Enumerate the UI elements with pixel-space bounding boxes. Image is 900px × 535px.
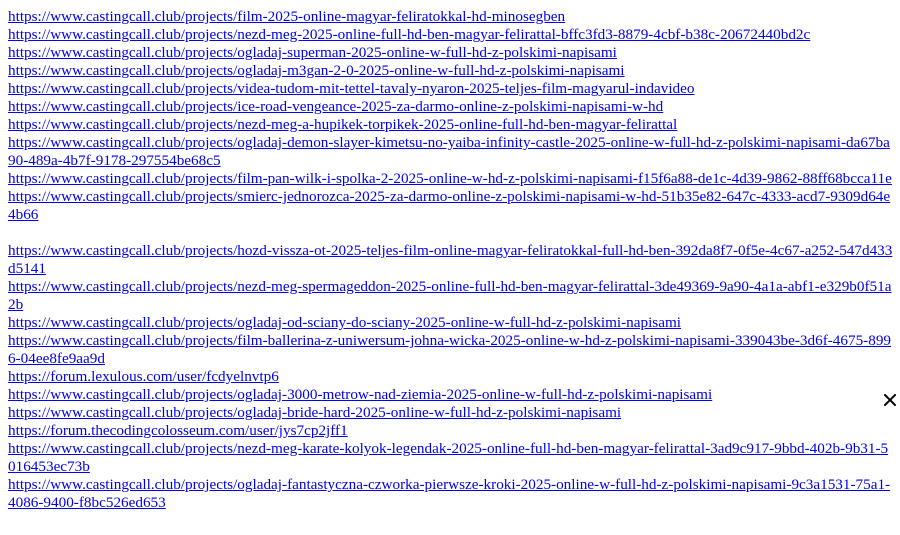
link-item[interactable]: https://forum.thecodingcolosseum.com/user/jys7cp2jff1 [8, 422, 348, 439]
link-item[interactable]: https://www.castingcall.club/projects/ogladaj-3000-metrow-nad-ziemia-2025-online-w-full-hd-z-polskimi-napisami [8, 386, 713, 403]
link-item[interactable]: https://www.castingcall.club/projects/videa-tudom-mit-tettel-tavaly-nyaron-2025-teljes-film-magyarul-indavideo [8, 80, 695, 97]
link-item[interactable]: https://forum.lexulous.com/user/fcdyelnvtp6 [8, 368, 279, 385]
link-item[interactable]: https://www.castingcall.club/projects/smierc-jednorozca-2025-za-darmo-online-z-polskimi-napisami-w-hd-51b35e82-647c-4333-acd7-9309d64e4b66 [8, 188, 891, 223]
link-item[interactable]: https://www.castingcall.club/projects/hozd-vissza-ot-2025-teljes-film-online-magyar-feliratokkal-full-hd-ben-392da8f7-0f5e-4c67-a252-547d433d5141 [8, 242, 893, 277]
link-item[interactable]: https://www.castingcall.club/projects/nezd-meg-spermageddon-2025-online-full-hd-ben-magyar-felirattal-3de49369-9a90-4a1a-abf1-e329b0f51a2b [8, 278, 892, 313]
link-item[interactable]: https://www.castingcall.club/projects/ogladaj-bride-hard-2025-online-w-full-hd-z-polskimi-napisami [8, 404, 622, 421]
link-item[interactable]: https://www.castingcall.club/projects/ogladaj-fantastyczna-czworka-pierwsze-kroki-2025-online-w-full-hd-z-polskimi-napisami-9c3a1531-75a1-4086-9400-f8bc526ed653 [8, 476, 891, 511]
close-button[interactable] [880, 390, 900, 410]
link-item[interactable]: https://www.castingcall.club/projects/film-ballerina-z-uniwersum-johna-wicka-2025-online-w-hd-z-polskimi-napisami-339043be-3d6f-4675-8996-04ee8fe9aa9d [8, 332, 892, 367]
link-item[interactable]: https://www.castingcall.club/projects/film-2025-online-magyar-feliratokkal-hd-minosegben [8, 8, 566, 25]
link-item[interactable]: https://www.castingcall.club/projects/ice-road-vengeance-2025-za-darmo-online-z-polskimi-napisami-w-hd [8, 98, 664, 115]
link-item[interactable]: https://www.castingcall.club/projects/ogladaj-m3gan-2-0-2025-online-w-full-hd-z-polskimi-napisami [8, 62, 625, 79]
close-icon [884, 394, 896, 406]
link-list [8, 8, 894, 512]
blank-line [8, 224, 894, 242]
link-item[interactable]: https://www.castingcall.club/projects/ogladaj-od-sciany-do-sciany-2025-online-w-full-hd-z-polskimi-napisami [8, 314, 681, 331]
link-item[interactable]: https://www.castingcall.club/projects/nezd-meg-karate-kolyok-legendak-2025-online-full-hd-ben-magyar-felirattal-3ad9c917-9bbd-402b-9b31-5016453ec73b [8, 440, 889, 475]
link-item[interactable]: https://www.castingcall.club/projects/ogladaj-superman-2025-online-w-full-hd-z-polskimi-napisami [8, 44, 617, 61]
link-item[interactable]: https://www.castingcall.club/projects/film-pan-wilk-i-spolka-2-2025-online-w-hd-z-polskimi-napisami-f15f6a88-de1c-4d39-9862-88ff68bcca11e [8, 170, 892, 187]
link-item[interactable]: https://www.castingcall.club/projects/nezd-meg-2025-online-full-hd-ben-magyar-felirattal-bffc3fd3-8879-4cbf-b38c-20672440bd2c [8, 26, 811, 43]
link-item[interactable]: https://www.castingcall.club/projects/nezd-meg-a-hupikek-torpikek-2025-online-full-hd-ben-magyar-felirattal [8, 116, 678, 133]
link-item[interactable]: https://www.castingcall.club/projects/ogladaj-demon-slayer-kimetsu-no-yaiba-infinity-castle-2025-online-w-full-hd-z-polskimi-napisami-da67ba90-489a-4b7f-9178-297554be68c5 [8, 134, 890, 169]
